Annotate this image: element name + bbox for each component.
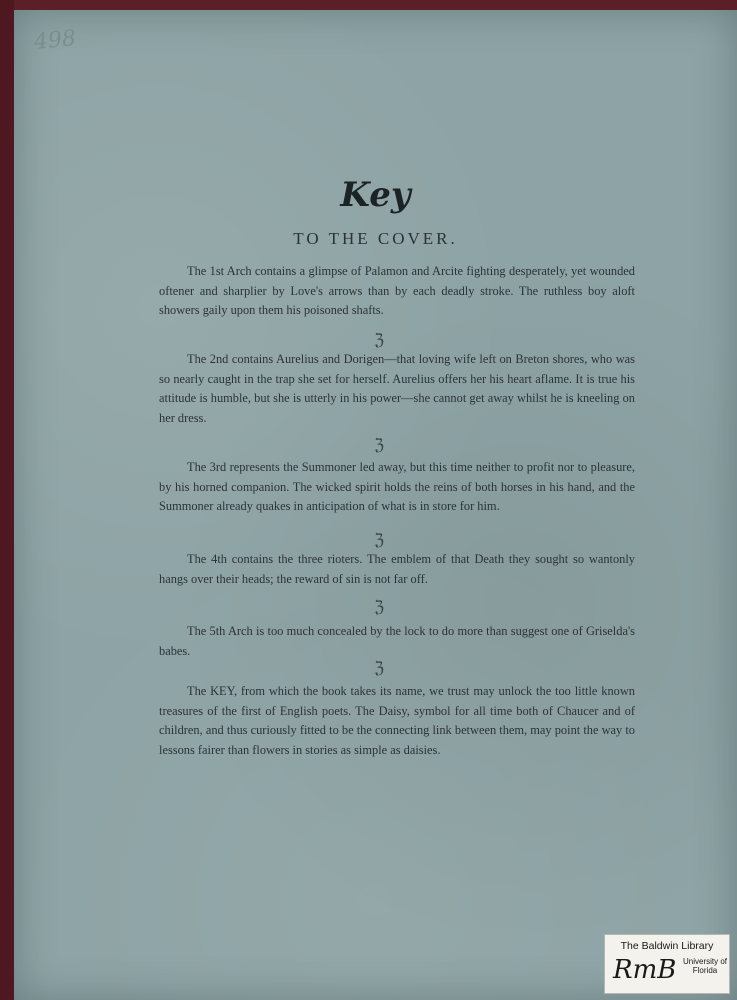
pencil-note: 498 xyxy=(32,25,78,56)
endpaper-page xyxy=(14,10,737,1000)
stamp-library-name: The Baldwin Library xyxy=(620,940,714,952)
stamp-logo: RmB xyxy=(613,955,677,985)
paragraph-arch-1: The 1st Arch contains a glimpse of Palamon and Arcite fighting desperately, yet wounded oftener and sharplier by Love's arrows than by each deadly stroke. The ruthless boy aloft showers gaily upon them his poisoned shafts. xyxy=(159,264,635,317)
page-subtitle: TO THE COVER. xyxy=(293,229,458,248)
separator-ornament: ℨ xyxy=(374,330,384,349)
paragraph-arch-5: The 5th Arch is too much concealed by the lock to do more than suggest one of Griselda's babes. xyxy=(159,624,635,658)
paragraph-key: The KEY, from which the book takes its name, we trust may unlock the too little known treasures of the first of English poets. The Daisy, symbol for all time both of Chaucer and of children, and thus curiously fitted to be the connecting link between them, may point the way to lessons fairer than flowers in stories as simple as daisies. xyxy=(159,684,635,757)
paragraph-arch-4: The 4th contains the three rioters. The emblem of that Death they sought so wantonly hangs over their heads; the reward of sin is not far off. xyxy=(159,552,635,586)
separator-ornament: ℨ xyxy=(374,658,384,677)
page-title: Key xyxy=(340,175,411,215)
separator-ornament: ℨ xyxy=(374,435,384,454)
paragraph-arch-3: The 3rd represents the Summoner led away, but this time neither to profit nor to pleasure, by his horned companion. The wicked spirit holds the reins of both horses in his hand, and the Summoner already quakes in anticipation of what is in store for him. xyxy=(159,460,635,513)
library-stamp xyxy=(604,934,730,994)
paragraph-arch-2: The 2nd contains Aurelius and Dorigen—that loving wife left on Breton shores, who was so nearly caught in the trap she set for herself. Aurelius offers her his heart aflame. It is true his attitude is humble, but she is utterly in his power—she cannot get away whilst he is kneeling on her dress. xyxy=(159,352,635,425)
stamp-institution: University of Florida xyxy=(683,957,728,975)
separator-ornament: ℨ xyxy=(374,530,384,549)
separator-ornament: ℨ xyxy=(374,597,384,616)
